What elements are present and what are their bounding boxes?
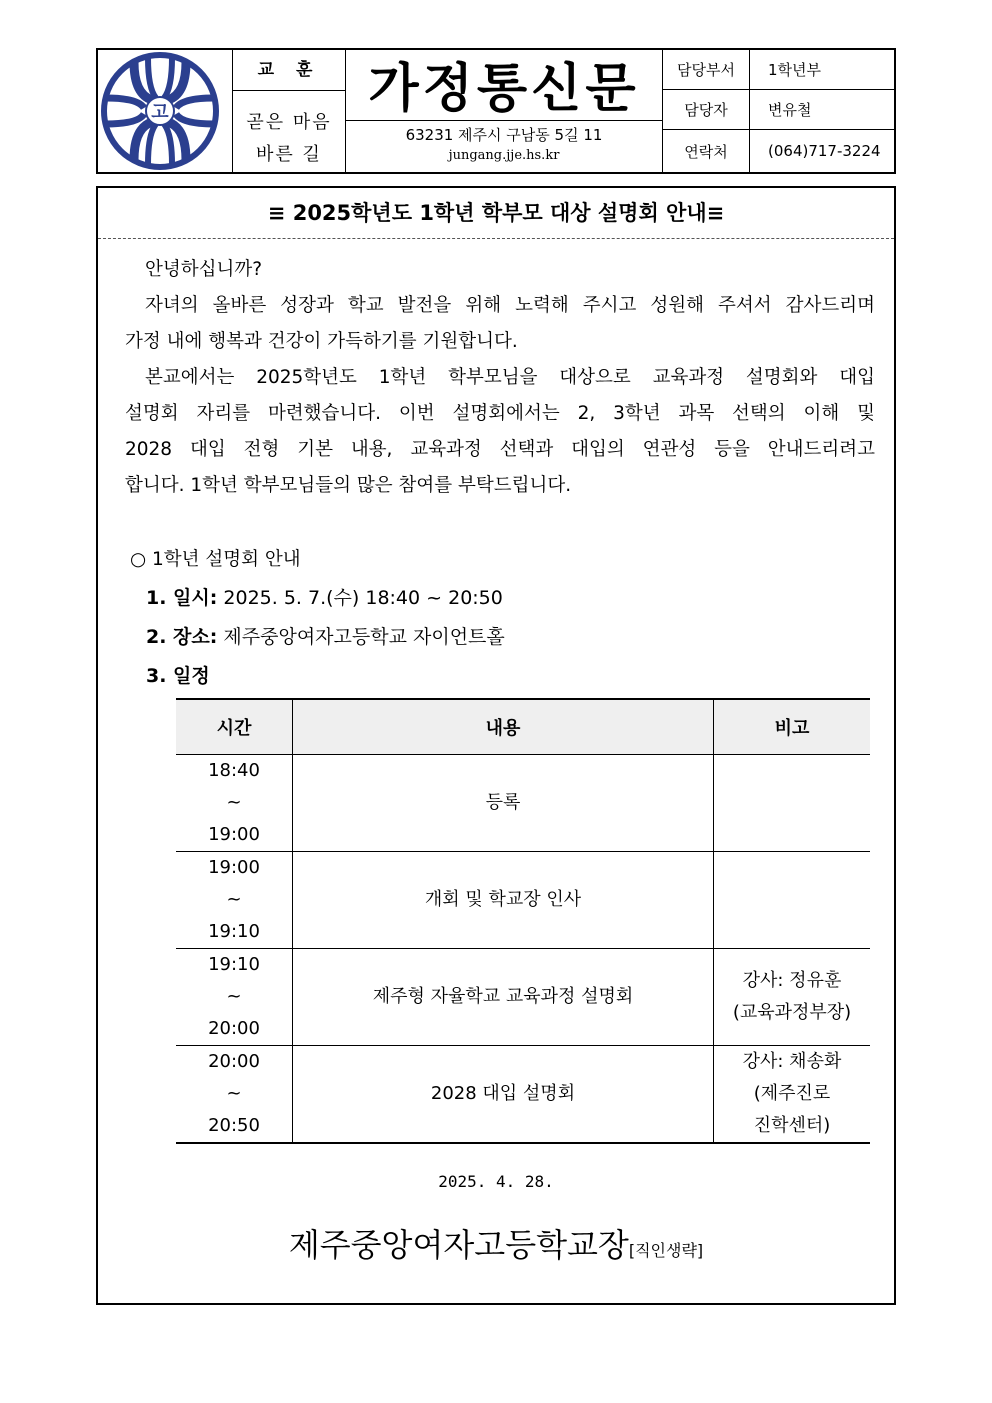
column-header-time: 시간 (176, 699, 293, 755)
signature-line (98, 1220, 894, 1266)
memo-cell (714, 852, 871, 949)
event-schedule (130, 657, 505, 696)
school-website: jungang.jje.hs.kr (448, 148, 560, 163)
content-cell: 제주형 자율학교 교육과정 설명회 (293, 949, 714, 1046)
content-cell: 2028 대입 설명회 (293, 1046, 714, 1144)
time-cell (176, 1046, 293, 1144)
logo-mark-text: 고 (151, 102, 169, 123)
event-date-label: 1. 일시: (146, 587, 218, 609)
table-row (176, 1046, 870, 1144)
motto-line-1: 곧은 마음 (246, 112, 332, 133)
time-cell (176, 755, 293, 852)
motto-line-2: 바른 길 (256, 144, 322, 165)
time-start: 19:10 (208, 954, 260, 975)
paragraph-1-line-2: 가정 내에 행복과 건강이 가득하기를 기원합니다. (125, 331, 518, 352)
motto-title: 교 훈 (233, 50, 345, 91)
memo-line: 진학센터) (753, 1115, 831, 1136)
table-row (176, 852, 870, 949)
time-separator: ~ (226, 1083, 242, 1104)
section-heading: ○ 1학년 설명회 안내 (130, 549, 301, 570)
time-separator: ~ (226, 792, 242, 813)
school-logo (98, 50, 232, 172)
column-header-content: 내용 (293, 699, 714, 755)
school-address: 63231 제주시 구남동 5길 11 (405, 126, 603, 144)
time-start: 18:40 (208, 760, 260, 781)
content-cell: 등록 (293, 755, 714, 852)
memo-line: 강사: 정유훈 (742, 970, 842, 991)
column-header-memo: 비고 (714, 699, 871, 755)
greeting: 안녕하십니까? (145, 259, 263, 280)
info-value: 1학년부 (768, 61, 822, 79)
event-schedule-label: 3. 일정 (146, 665, 210, 687)
memo-cell (714, 1046, 871, 1144)
issue-date: 2025. 4. 28. (438, 1172, 554, 1191)
memo-cell (714, 755, 871, 852)
schedule-table (176, 698, 870, 1144)
time-end: 19:00 (208, 824, 260, 845)
table-row (176, 755, 870, 852)
info-row-department (663, 50, 894, 90)
info-value: 변유철 (768, 101, 812, 119)
time-separator: ~ (226, 986, 242, 1007)
time-cell (176, 852, 293, 949)
info-value: (064)717-3224 (768, 142, 881, 160)
info-row-phone (663, 130, 894, 172)
info-row-person (663, 90, 894, 130)
event-place (130, 618, 505, 657)
event-section (130, 540, 505, 696)
info-key: 담당부서 (663, 50, 750, 89)
memo-line: 강사: 채송화 (742, 1051, 842, 1072)
time-end: 19:10 (208, 921, 260, 942)
notice-title: ≡ 2025학년도 1학년 학부모 대상 설명회 안내≡ (98, 188, 894, 239)
letter-text (125, 252, 875, 504)
school-motto (232, 50, 346, 172)
event-place-label: 2. 장소: (146, 626, 218, 648)
notice-body (96, 186, 896, 1305)
time-cell (176, 949, 293, 1046)
paragraph-1-line-1: 자녀의 올바른 성장과 학교 발전을 위해 노력해 주시고 성원해 주셔서 감사드리며 (145, 295, 875, 316)
paragraph-2-line-4: 합니다. 1학년 학부모님들의 많은 참여를 부탁드립니다. (125, 475, 572, 496)
info-key: 담당자 (663, 90, 750, 129)
memo-line: (교육과정부장) (732, 1002, 852, 1023)
memo-cell (714, 949, 871, 1046)
newsletter-title: 가정통신문 (368, 59, 640, 119)
title-divider (346, 120, 662, 121)
time-start: 20:00 (208, 1051, 260, 1072)
seal-note: [직인생략] (628, 1241, 704, 1260)
time-end: 20:50 (208, 1115, 260, 1136)
table-row (176, 949, 870, 1046)
newsletter-header (96, 48, 896, 174)
time-start: 19:00 (208, 857, 260, 878)
paragraph-2-line-3: 2028 대입 전형 기본 내용, 교육과정 선택과 대입의 연관성 등을 안내드리려고 (125, 439, 875, 460)
time-separator: ~ (226, 889, 242, 910)
event-date-value: 2025. 5. 7.(수) 18:40 ~ 20:50 (223, 587, 503, 609)
event-date (130, 579, 505, 618)
memo-line: (제주진로 (753, 1083, 831, 1104)
time-end: 20:00 (208, 1018, 260, 1039)
signer-name: 제주중앙여자고등학교장 (288, 1226, 629, 1264)
content-cell: 개회 및 학교장 인사 (293, 852, 714, 949)
contact-info (662, 50, 894, 172)
paragraph-2-line-1: 본교에서는 2025학년도 1학년 학부모님을 대상으로 교육과정 설명회와 대입 (145, 367, 875, 388)
paragraph-2-line-2: 설명회 자리를 마련했습니다. 이번 설명회에서는 2, 3학년 과목 선택의 이해 및 (125, 403, 875, 424)
event-place-value: 제주중앙여자고등학교 자이언트홀 (223, 626, 505, 648)
info-key: 연락처 (663, 130, 750, 172)
title-block (346, 50, 662, 172)
table-header-row (176, 699, 870, 755)
